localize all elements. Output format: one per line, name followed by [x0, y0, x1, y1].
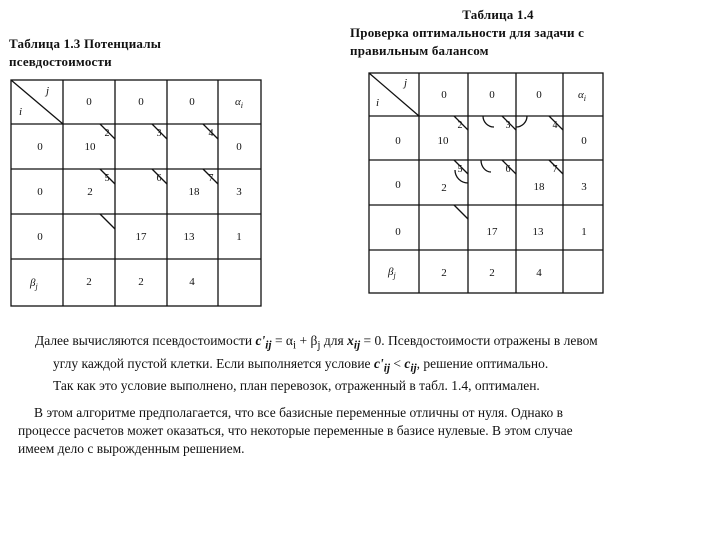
table2-arc-marker [516, 116, 527, 127]
table1-row-label: 0 [37, 141, 43, 153]
table1-j-label: j [46, 85, 50, 97]
table1-caption-line2: псевдостоимости [9, 54, 112, 69]
table1-corner: 6 [156, 173, 162, 184]
table2-j-label: j [404, 77, 408, 89]
table1-col-potential: 0 [189, 96, 195, 108]
table2-corner: 3 [505, 120, 511, 131]
table2-cell-value: 2 [441, 182, 447, 194]
table2-beta-value: 4 [536, 267, 542, 279]
table2-caption-line1: Таблица 1.4 [462, 7, 534, 22]
table2-row-label: 0 [395, 179, 401, 191]
table2-beta-label: $\beta_j$ [388, 266, 396, 280]
table1-beta-label: $\beta_j$ [30, 277, 38, 291]
table2-col-potential: 0 [536, 89, 542, 101]
table1-cell-value: 18 [188, 186, 200, 198]
paragraph-degenerate [18, 404, 708, 458]
table1-alpha-value: 3 [236, 186, 242, 198]
table2-cell-value: 13 [532, 226, 544, 238]
table2-alpha-value: 3 [581, 181, 587, 193]
table2-header-diagonal [369, 73, 419, 116]
table2-row-label: 0 [395, 226, 401, 238]
table1-caption [9, 35, 219, 71]
table2-cell-value: 18 [533, 181, 545, 193]
table2-cell-value: 17 [486, 226, 498, 238]
table2-alpha-value: 0 [581, 135, 587, 147]
table1-grid [10, 79, 262, 307]
table1-corner: 4 [208, 128, 214, 139]
paragraph-line: Так как это условие выполнено, план перевозок, отраженный в табл. 1.4, оптимален. [53, 378, 540, 394]
table1-cell-value: 2 [87, 186, 93, 198]
table2-lines [369, 73, 603, 293]
table1-beta-value: 2 [138, 276, 144, 288]
table2-caption-line2: Проверка оптимальности для задачи с [350, 25, 585, 40]
table1-i-label: i [19, 106, 23, 118]
table1-lines [11, 80, 261, 306]
table2-arc-marker [483, 116, 494, 127]
table1-cell-value: 17 [135, 231, 147, 243]
table2-beta-value: 2 [441, 267, 447, 279]
paragraph-line: имеем дело с вырожденным решением. [18, 441, 245, 456]
table2-caption [348, 6, 648, 60]
table1-corner: 3 [156, 128, 162, 139]
table1-cell-value: 10 [84, 141, 96, 153]
table1-beta-value: 4 [189, 276, 195, 288]
table1-col-potential: 0 [138, 96, 144, 108]
table2-corner: 2 [457, 120, 463, 131]
paragraph-line: углу каждой пустой клетки. Если выполняется условие $c'_{ij} < c_{ij}$, решение оптимально. [53, 355, 549, 375]
table1-col-potential: 0 [86, 96, 92, 108]
table2-alpha-value: 1 [581, 226, 587, 238]
table2-arc-marker [481, 160, 491, 172]
table2-beta-value: 2 [489, 267, 495, 279]
table1-row-label: 0 [37, 186, 43, 198]
table1-alpha-value: 1 [236, 231, 242, 243]
table1-corner: 2 [104, 128, 110, 139]
table2-corner: 7 [552, 164, 558, 175]
table1-corner: 5 [104, 173, 110, 184]
table2-row-label: 0 [395, 135, 401, 147]
table2-caption-line3: правильным балансом [350, 43, 489, 58]
table2-corner: 6 [505, 164, 511, 175]
paragraph-line: В этом алгоритме предполагается, что все базисные переменные отличны от нуля. Однако в [34, 405, 564, 420]
table2-grid [368, 72, 604, 294]
paragraph-line: процессе расчетов может оказаться, что некоторые переменные в базисе нулевые. В этом случае [18, 423, 573, 438]
table2-alpha-header: $\alpha_i$ [578, 89, 587, 103]
table2-col-potential: 0 [441, 89, 447, 101]
table2-col-potential: 0 [489, 89, 495, 101]
paragraph-pseudocosts [35, 332, 715, 395]
table2-corner: 4 [552, 120, 558, 131]
table1-cell-value: 13 [183, 231, 195, 243]
table2-cell-value: 10 [437, 135, 449, 147]
table1-alpha-value: 0 [236, 141, 242, 153]
table1-alpha-header: $\alpha_i$ [235, 96, 244, 110]
table2-i-label: i [376, 97, 380, 109]
table2-corner: 5 [457, 164, 463, 175]
table1-corner: 7 [208, 173, 214, 184]
table1-beta-value: 2 [86, 276, 92, 288]
paragraph-line: Далее вычисляются псевдостоимости $c'_{ij} = \alpha_i + \beta_j$ для $x_{ij} = 0$. Псевдостоимости отражены в левом [35, 333, 598, 352]
table1-caption-line1: Таблица 1.3 Потенциалы [9, 36, 162, 51]
table1-row-label: 0 [37, 231, 43, 243]
